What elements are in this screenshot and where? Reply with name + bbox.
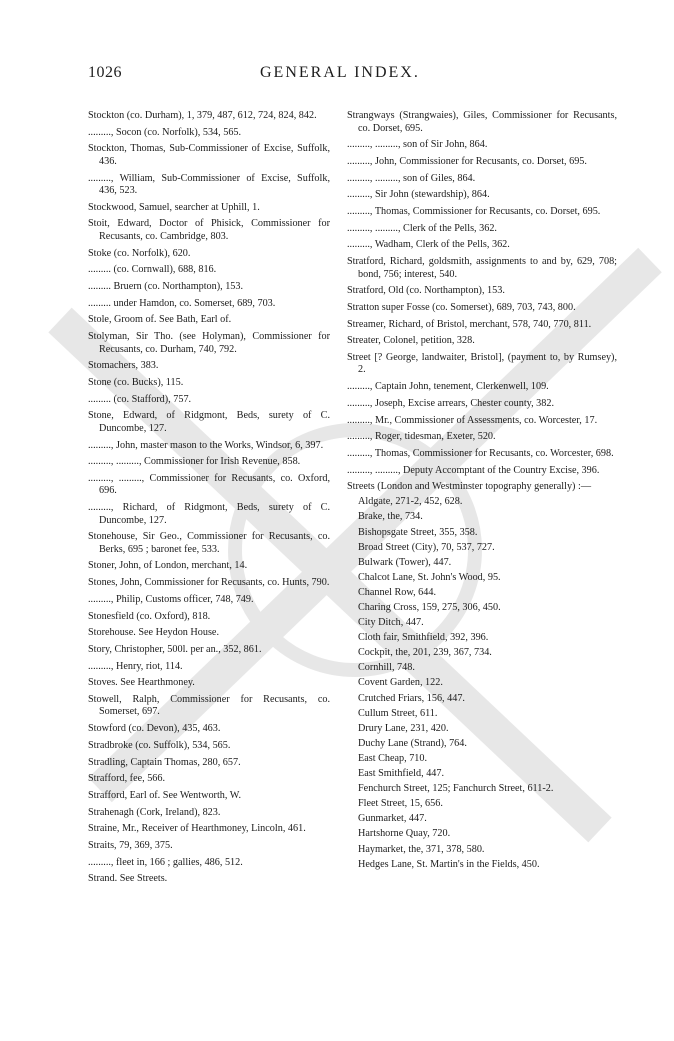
index-entry: Stoit, Edward, Doctor of Phisick, Commissioner for Recusants, co. Cambridge, 803. — [88, 218, 330, 242]
index-entry: Crutched Friars, 156, 447. — [358, 692, 465, 704]
index-entry: East Smithfield, 447. — [358, 768, 445, 780]
index-entry: Drury Lane, 231, 420. — [358, 722, 449, 734]
index-entry: Stockwood, Samuel, searcher at Uphill, 1. — [88, 201, 260, 213]
index-entry: ........., Joseph, Excise arrears, Chester county, 382. — [347, 397, 554, 409]
index-entry: Strand. See Streets. — [88, 873, 168, 885]
index-entry: ........., Henry, riot, 114. — [88, 660, 183, 672]
index-entry: Aldgate, 271-2, 452, 628. — [358, 496, 463, 508]
index-entry: ........., Philip, Customs officer, 748, 749. — [88, 593, 254, 605]
index-entry: Covent Garden, 122. — [358, 677, 443, 689]
index-entry: Stradling, Captain Thomas, 280, 657. — [88, 756, 241, 768]
index-entry: ........., ........., Deputy Accomptant of the Country Excise, 396. — [347, 464, 600, 476]
index-entry: Haymarket, the, 371, 378, 580. — [358, 843, 485, 855]
index-entry: Hedges Lane, St. Martin's in the Fields, 450. — [358, 858, 540, 870]
index-entry: Straine, Mr., Receiver of Hearthmoney, Lincoln, 461. — [88, 823, 306, 835]
index-entry: ........., fleet in, 166 ; gallies, 486, 512. — [88, 856, 243, 868]
index-entry: Stoner, John, of London, merchant, 14. — [88, 560, 248, 572]
index-entry: ........., ........., Commissioner for Irish Revenue, 858. — [88, 456, 301, 468]
index-column-left — [88, 110, 330, 890]
index-entry: Strafford, fee, 566. — [88, 773, 166, 785]
index-entry: Stoke (co. Norfolk), 620. — [88, 247, 191, 259]
index-entry: Fenchurch Street, 125; Fanchurch Street, 611-2. — [358, 783, 554, 795]
index-entry: ........., Richard, of Ridgmont, Beds, surety of C. Duncombe, 127. — [88, 502, 330, 526]
index-entry: ......... under Hamdon, co. Somerset, 689, 703. — [88, 297, 276, 309]
index-entry: ........., Captain John, tenement, Clerkenwell, 109. — [347, 381, 549, 393]
index-entry: Stoves. See Hearthmoney. — [88, 677, 195, 689]
index-entry: Cornhill, 748. — [358, 662, 415, 674]
index-entry: ........., John, master mason to the Works, Windsor, 6, 397. — [88, 439, 324, 451]
index-entry: ......... (co. Cornwall), 688, 816. — [88, 264, 217, 276]
index-entry: Duchy Lane (Strand), 764. — [358, 737, 467, 749]
index-column-right — [347, 110, 617, 874]
index-entry: Charing Cross, 159, 275, 306, 450. — [358, 602, 501, 613]
index-entry: ........., John, Commissioner for Recusants, co. Dorset, 695. — [347, 155, 587, 167]
index-entry: Broad Street (City), 70, 537, 727. — [358, 541, 495, 553]
index-entry: ........., ........., son of Sir John, 864. — [347, 139, 488, 151]
index-entry: Stowford (co. Devon), 435, 463. — [88, 723, 221, 735]
index-entry: ......... Bruern (co. Northampton), 153. — [88, 281, 244, 292]
index-entry: ......... (co. Stafford), 757. — [88, 393, 192, 405]
index-entry: ........., William, Sub-Commissioner of Excise, Suffolk, 436, 523. — [88, 172, 330, 197]
index-entry: Story, Christopher, 500l. per an., 352, 861. — [88, 643, 262, 655]
index-entry: City Ditch, 447. — [358, 617, 424, 629]
index-entry: East Cheap, 710. — [358, 752, 428, 764]
index-entry: Strangways (Strangwaies), Giles, Commissioner for Recusants, co. Dorset, 695. — [347, 110, 617, 134]
index-entry: Stratford, Richard, goldsmith, assignments to and by, 629, 708; bond, 756; interest, 540. — [347, 256, 617, 280]
index-entry: Stomachers, 383. — [88, 360, 159, 372]
index-entry: Stone (co. Bucks), 115. — [88, 376, 184, 388]
index-entry: Stradbroke (co. Suffolk), 534, 565. — [88, 739, 231, 751]
index-entry: Streater, Colonel, petition, 328. — [347, 335, 475, 347]
index-entry: Stowell, Ralph, Commissioner for Recusants, co. Somerset, 697. — [88, 693, 330, 718]
index-entry: Gunmarket, 447. — [358, 813, 427, 825]
index-entry: Street [? George, landwaiter, Bristol], (payment to, by Rumsey), 2. — [347, 351, 617, 376]
index-entry: Cockpit, the, 201, 239, 367, 734. — [358, 647, 492, 659]
index-entry: Channel Row, 644. — [358, 586, 437, 598]
index-entry: Stones, John, Commissioner for Recusants, co. Hunts, 790. — [88, 577, 330, 589]
index-entry: Streets (London and Westminster topography generally) :— — [347, 481, 592, 493]
index-entry: Strafford, Earl of. See Wentworth, W. — [88, 789, 241, 801]
page-number: 1026 — [88, 64, 122, 81]
index-entry: Stonehouse, Sir Geo., Commissioner for Recusants, co. Berks, 695 ; baronet fee, 533. — [88, 531, 330, 555]
index-entry: ........., Wadham, Clerk of the Pells, 362. — [347, 239, 510, 251]
index-entry: Cloth fair, Smithfield, 392, 396. — [358, 632, 489, 644]
index-entry: Bulwark (Tower), 447. — [358, 556, 452, 568]
index-entry: Storehouse. See Heydon House. — [88, 627, 219, 639]
index-entry: Stratton super Fosse (co. Somerset), 689, 703, 743, 800. — [347, 301, 576, 313]
index-entry: Stonesfield (co. Oxford), 818. — [88, 610, 211, 622]
running-head: GENERAL INDEX. — [260, 64, 420, 81]
index-entry: Brake, the, 734. — [358, 511, 423, 523]
index-entry: Stratford, Old (co. Northampton), 153. — [347, 285, 505, 297]
index-entry: Fleet Street, 15, 656. — [358, 798, 443, 810]
index-entry: ........., ........., Commissioner for Recusants, co. Oxford, 696. — [88, 472, 330, 497]
index-entry: ........., Thomas, Commissioner for Recusants, co. Dorset, 695. — [347, 205, 601, 217]
index-entry: Stolyman, Sir Tho. (see Holyman), Commissioner for Recusants, co. Durham, 740, 792. — [88, 331, 330, 355]
index-entry: ........., Roger, tidesman, Exeter, 520. — [347, 431, 496, 443]
index-entry: Cullum Street, 611. — [358, 707, 438, 719]
index-entry: Strahenagh (Cork, Ireland), 823. — [88, 806, 221, 818]
index-entry: ........., Mr., Commissioner of Assessments, co. Worcester, 17. — [347, 414, 598, 426]
index-entry: Stole, Groom of. See Bath, Earl of. — [88, 314, 232, 326]
index-entry: ........., Sir John (stewardship), 864. — [347, 189, 490, 201]
index-entry: Stockton (co. Durham), 1, 379, 487, 612, 724, 824, 842. — [88, 110, 317, 121]
index-entry: ........., Socon (co. Norfolk), 534, 565. — [88, 126, 242, 138]
index-entry: Stone, Edward, of Ridgmont, Beds, surety of C. Duncombe, 127. — [88, 410, 330, 434]
index-entry: Stockton, Thomas, Sub-Commissioner of Excise, Suffolk, 436. — [88, 143, 330, 167]
index-entry: Bishopsgate Street, 355, 358. — [358, 526, 478, 538]
page-header — [88, 64, 634, 86]
index-entry: Straits, 79, 369, 375. — [88, 839, 173, 851]
index-entry: ........., ........., son of Giles, 864. — [347, 172, 476, 184]
index-entry: Hartshorne Quay, 720. — [358, 828, 451, 840]
index-entry: ........., ........., Clerk of the Pells, 362. — [347, 222, 497, 234]
index-entry: Streamer, Richard, of Bristol, merchant, 578, 740, 770, 811. — [347, 318, 592, 330]
index-entry: Chalcot Lane, St. John's Wood, 95. — [358, 571, 501, 583]
index-entry: ........., Thomas, Commissioner for Recusants, co. Worcester, 698. — [347, 447, 614, 459]
